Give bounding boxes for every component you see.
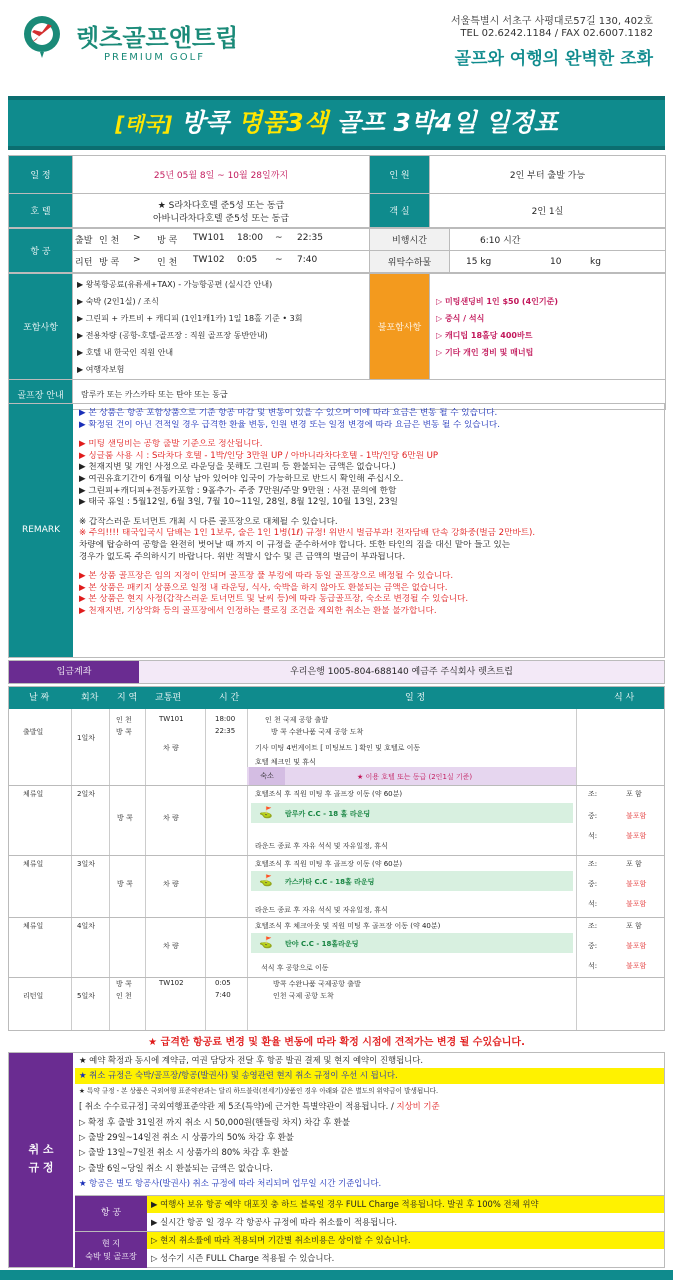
day3-row: 체류일 3일차 방 콕 차 량 호텔조식 후 직원 미팅 후 골프장 이동 (약 60분) ⛳ 카스카타 C.C - 18홀 라운딩 라운드 종료 후 자유 석식 및 자유일정, 휴식: [9, 855, 664, 917]
people-label: 인 원: [370, 156, 430, 194]
day2-row: 체류일 2일차 방 콕 차 량 호텔조식 후 직원 미팅 후 골프장 이동 (약 60분) ⛳ 람루카 C.C - 18 홀 라운딩 라운드 종료 후 자유 석식 및 자유일정, 휴식: [9, 785, 664, 855]
title-banner: [8, 96, 665, 150]
banner-highlight: 명품3색: [237, 108, 328, 137]
phone: TEL 02.6242.1184 / FAX 02.6007.1182: [460, 28, 653, 39]
flight-time-label: 비행시간: [370, 229, 450, 251]
golf-flag-icon: ⛳: [259, 936, 273, 949]
remark-body: ▶ 본 상품은 항공 포함상품으로 기준 항공 마감 및 변동이 있을 수 있으며 이에 따라 요금은 변동 될 수 있습니다. ▶ 확정된 건이 아닌 견적일 경우 급격한 환율 변동, 인원 변경 또는 일정 변경에 따라 요금은 변동 될 수 있습니다. ▶ 미팅 샌딩비는 공항 출발 기준으로 정산됩니다. ▶ 싱글룸 사용 시 : S라차다 호텔 - 1박/인당 3만원 UP / 아바니라차다호텔 - 1박/인당 6만원 UP ▶ 천재지변 및 개인 사정으로 라운딩을 못해도 그린피 등 환불되는 금액은 없습니다.) ▶ 여권유효기간이 6개월 이상 남아 있어야 입국이 가능하므로 반드시 확인해 주십시오. ▶ 그린피+캐디피+전동카포함 : 9홀추가- 주중 7만원/주말 9만원 : 사전 문의에 한함 ▶ 태국 휴일 : 5월12일, 6월 3일, 7월 10~11일, 28일, 8월 12일, 10월 13일, 23일 ※ 갑작스러운 토너먼트 개최 시 다른 골프장으로 대체될 수 있습니다. ※ 주의!!!! 태국입국시 담배는 1인 1보루, 술은 1인 1병(1ℓ) 규정! 위반시 벌금부과! 전자담배 단속 강화중(벌금 2만바트). 차량에 탑승하여 공항을 완전히 벗어날 때 까지 이 규정을 준수하셔야 합니다. 또한 타인의 짐을 대신 맡아 들고 있는 경우가 없도록 주의하시기 바랍니다. 위반 적발시 압수 및 큰 금액의 벌금이 부과됩니다. ▶ 본 상품 골프장은 임의 지정이 안되며 골프장 풀 부킹에 따라 동일 골프장으로 배정될 수 있습니다. ▶ 본 상품은 패키지 상품으로 일정 내 라운딩, 식사, 숙박을 하지 않아도 환불되는 금액은 없습니다. ▶ 본 상품은 현지 사정(갑작스러운 토너먼트 및 날씨 등)에 따라 동급골프장, 숙소로 변경될 수 있습니다. ▶ 천재지변, 기상악화 등의 골프장에서 인정하는 클로징 조건을 제외한 취소는 환불 불가합니다.: [79, 408, 536, 616]
golf-bar-day2: ⛳ 람루카 C.C - 18 홀 라운딩: [251, 803, 573, 823]
course-label: 골프장 안내: [9, 380, 73, 410]
banner-tag: [태국]: [115, 112, 173, 136]
slogan: 골프와 여행의 완벽한 조화: [454, 49, 653, 69]
day1-row: 출발일 1일차 인 천 방 콕 TW101 차 량 18:00 22:35 인 천 국제 공항 출발 방 콕 수완나품 국제 공항 도착 기사 미팅 4번게이트 [ 미팅보드 ] 확인 및 호텔로 이동 호텔 체크인 및 휴식 숙소 ★ 이용 호텔 또는 동급 (2인1실 기준): [9, 709, 664, 785]
banner-post: 골프 3박4일 일정표: [336, 108, 558, 137]
schedule-header: 날 짜 회차 지 역 교통편 시 간 일 정 식 사: [9, 687, 664, 709]
logo-name: 렛츠골프앤트립: [76, 24, 239, 52]
golf-bar-day4: ⛳ 탄야 C.C - 18홀라운딩: [251, 933, 573, 953]
meals-day4: 조: 포 함 중: 불포함 석: 불포함: [588, 922, 647, 970]
outbound-flight: 출발 인 천 > 방 콕 TW101 18:00 ~ 22:35: [73, 229, 370, 251]
flight-label: 항 공: [9, 229, 73, 273]
return-flight: 리턴 방 콕 > 인 천 TW102 0:05 ~ 7:40: [73, 251, 370, 273]
local-policy: 현 지 숙박 및 골프장 ▷ 현지 취소률에 따라 적용되며 기간별 취소비용은 상이할 수 있습니다. ▷ 성수기 시즌 FULL Charge 적용될 수 있습니다.: [75, 1231, 664, 1267]
remark-label: REMARK: [9, 404, 73, 657]
stay-bar: 숙소 ★ 이용 호텔 또는 동급 (2인1실 기준): [247, 767, 576, 785]
baggage-label: 위탁수하물: [370, 251, 450, 273]
exclude-label: 불포함사항: [370, 274, 430, 380]
baggage-value: 15 kg 10 kg: [450, 251, 666, 273]
price-notice: ★ 급격한 항공료 변경 및 환율 변동에 따라 확정 시점에 견적가는 변경 될 수있습니다.: [148, 1037, 525, 1048]
logo-icon: [18, 12, 66, 60]
include-list: ▶ 왕복항공료(유류세+TAX) - 가능항공편 (실시간 안내) ▶ 숙박 (2인1실) / 조식 ▶ 그린피 + 카트비 + 캐디피 (1인1캐1카) 1일 18홀 기준 • 3회 ▶ 전용차량 (공항-호텔-골프장 : 직원 골프장 동반안내) ▶ 호텔 내 한국인 직원 안내 ▶ 여행자보험: [73, 274, 370, 380]
hotel-line-1: ★ S라차다호텔 준5성 또는 동급: [157, 200, 285, 211]
cancel-section: [8, 1052, 665, 1268]
period-label: 일 정: [9, 156, 73, 194]
golf-bar-day3: ⛳ 카스카타 C.C - 18홀 라운딩: [251, 871, 573, 891]
include-label: 포함사항: [9, 274, 73, 380]
meals-day3: 조: 포 함 중: 불포함 석: 불포함: [588, 860, 647, 908]
meals-day2: 조: 포 함 중: 불포함 석: 불포함: [588, 790, 647, 840]
header: [0, 0, 673, 80]
exclude-list: ▷ 미팅샌딩비 1인 $50 (4인기준) ▷ 중식 / 석식 ▷ 캐디팁 18홀당 400바트 ▷ 기타 개인 경비 및 매너팁: [430, 274, 666, 380]
schedule-table: [8, 686, 665, 1031]
banner-pre: 방콕: [180, 108, 230, 137]
footer-bar: [0, 1270, 673, 1280]
account-value: 우리은행 1005-804-688140 예금주 주식회사 렛츠트립: [290, 667, 513, 677]
golf-flag-icon: ⛳: [259, 874, 273, 887]
course-value: 람루카 또는 카스카타 또는 탄야 또는 동급: [73, 380, 666, 410]
flight-time-value: 6:10 시간: [450, 229, 666, 251]
address: 서울특별시 서초구 사평대로57길 130, 402호: [450, 16, 653, 27]
remark-section: [8, 403, 665, 658]
day4-row: 체류일 4일차 차 량 호텔조식 후 체크아웃 및 직원 미팅 후 골프장 이동 (약 40분) ⛳ 탄야 C.C - 18홀라운딩 석식 후 공항으로 이동: [9, 917, 664, 977]
hotel-value: [73, 194, 370, 228]
cancel-rules: ★ 예약 확정과 동시에 계약금, 여권 담당자 전달 후 항공 발권 결제 및 현지 예약이 진행됩니다. ★ 취소 규정은 숙박/골프장/항공(발권사) 및 송영관련 현지 취소 규정이 우선 시 됩니다. ★ 특약 규정 - 본 상품은 국외여행 표준약관과는 달리 하드블럭(전세기)상품인 경우 아래와 같은 별도의 위약금이 발생됩니다. [ 취소 수수료규정] 국외여행표준약관 제 5조(특약)에 근거한 특별약관이 적용됩니다. / 지상비 기준 ▷ 확정 후 출발 31일전 까지 취소 시 50,000원(핸들링 차지) 차감 후 환불 ▷ 출발 29일~14일전 취소 시 상품가의 50% 차감 후 환불 ▷ 출발 13일~7일전 취소 시 상품가의 80% 차감 후 환불 ▷ 출발 6일~당일 취소 시 환불되는 금액은 없습니다. ★ 항공은 별도 항공사(발권사) 취소 규정에 따라 처리되며 업무일 시간 기준입니다.: [75, 1053, 664, 1192]
logo-sub: PREMIUM GOLF: [104, 52, 205, 63]
day5-row: 리턴일 5일차 방 콕 인 천 TW102 0:05 7:40 방콕 수완나품 국제공항 출발 인천 국제 공항 도착: [23, 979, 361, 1000]
room-value: 2인 1실: [430, 194, 666, 228]
cancel-label: 취 소 규 정: [9, 1053, 73, 1267]
golf-flag-icon: ⛳: [259, 806, 273, 819]
info-table: [8, 155, 665, 410]
hotel-line-2: 아바니라차다호텔 준5성 또는 동급: [152, 213, 290, 224]
room-label: 객 실: [370, 194, 430, 228]
people-value: 2인 부터 출발 가능: [430, 156, 666, 194]
air-policy: 항 공 ▶ 여행사 보유 항공 예약 대포짓 충 하드 블록일 경우 FULL Charge 적용됩니다. 발권 후 100% 전체 위약 ▶ 실시간 항공 일 경우 각 항공사 규정에 따라 취소률이 적용됩니다.: [75, 1195, 664, 1231]
account-row: [8, 660, 665, 684]
period-value: 25년 05월 8일 ~ 10월 28일까지: [73, 156, 370, 194]
hotel-label: 호 텔: [9, 194, 73, 228]
account-label: 입금계좌: [9, 661, 139, 683]
